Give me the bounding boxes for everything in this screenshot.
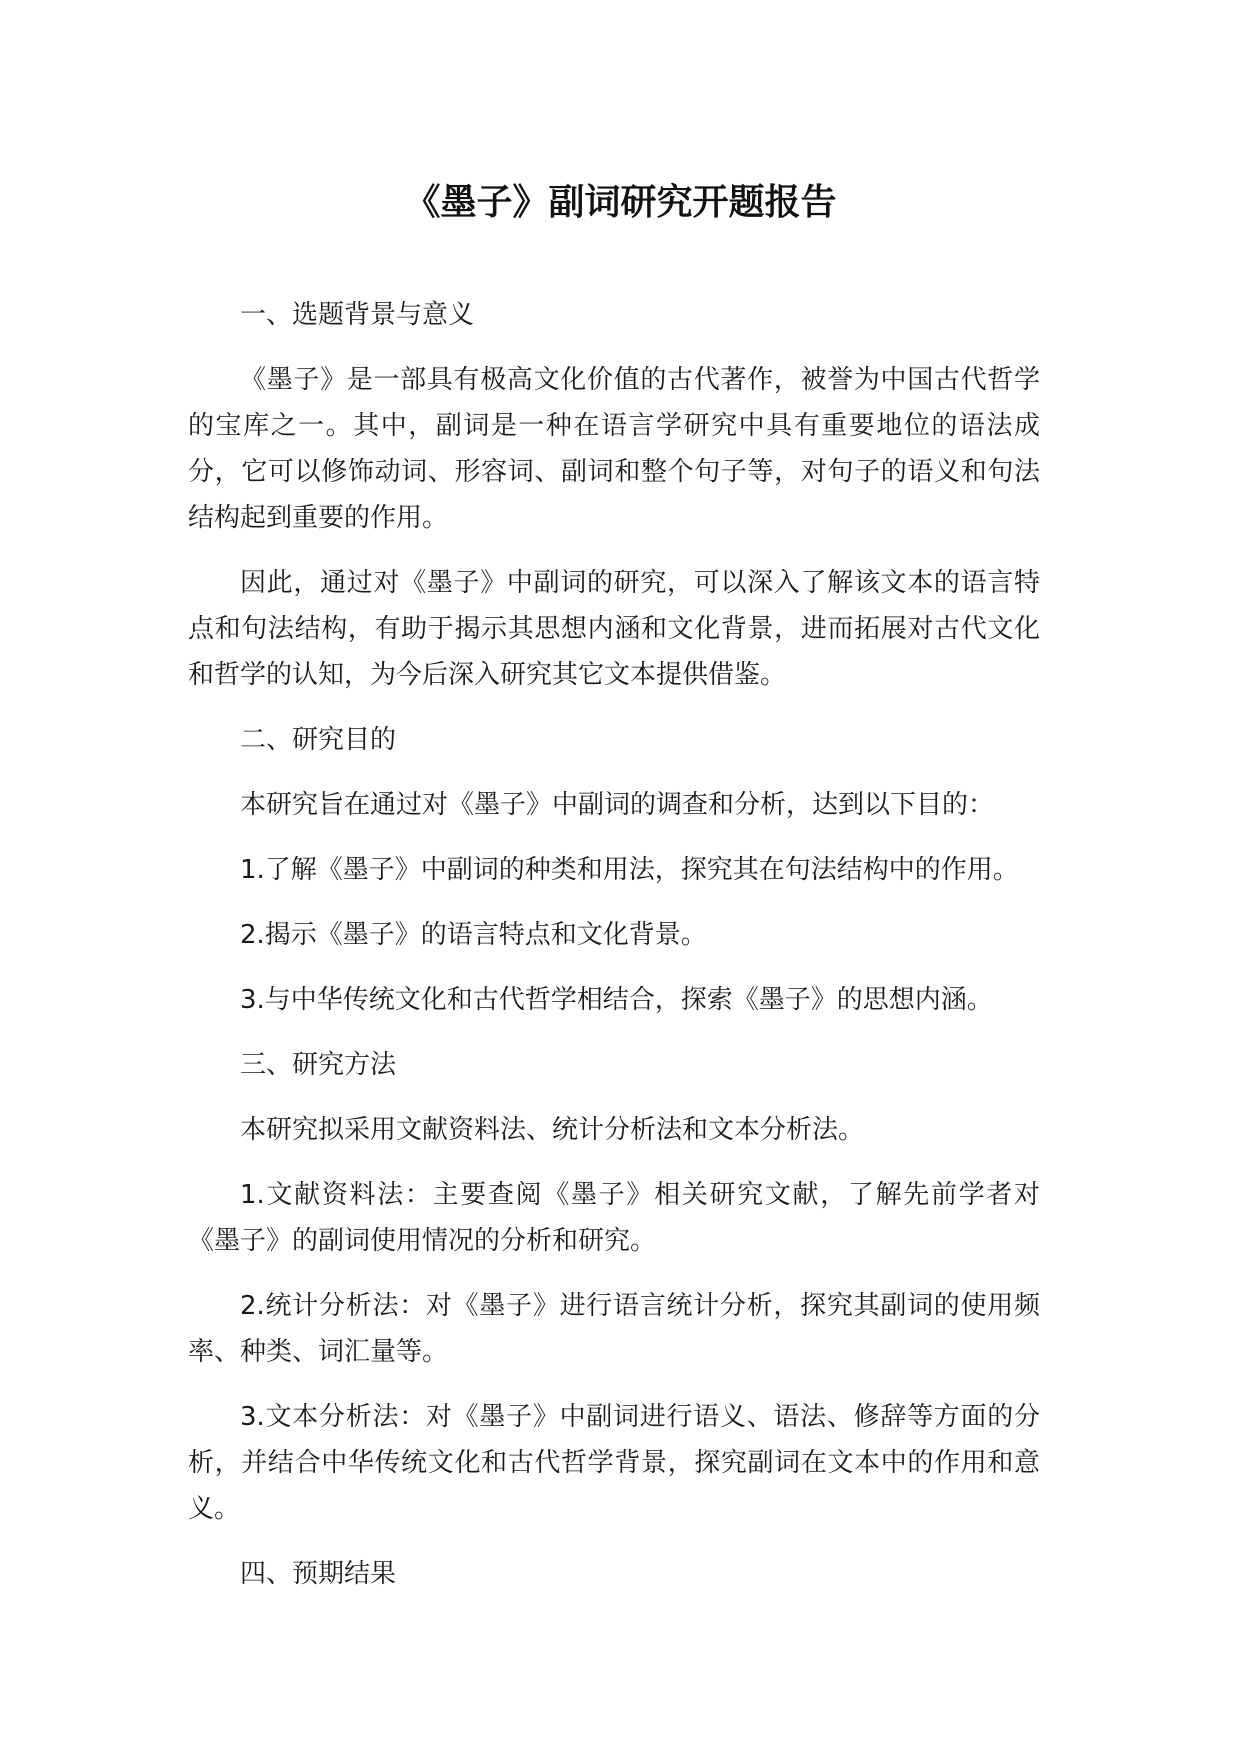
- purpose-item-2: 2.揭示《墨子》的语言特点和文化背景。: [240, 920, 707, 950]
- document-title: 《墨子》副词研究开题报告: [404, 182, 837, 223]
- document-body: [188, 292, 1040, 1616]
- section-heading-purpose: 二、研究目的: [240, 725, 397, 755]
- method-item-2: 2.统计分析法：对《墨子》进行语言统计分析，探究其副词的使用频率、种类、词汇量等。: [188, 1291, 1040, 1367]
- section-heading-background: 一、选题背景与意义: [240, 300, 475, 330]
- section-heading-methods: 三、研究方法: [240, 1050, 397, 1080]
- paragraph-intro: 《墨子》是一部具有极高文化价值的古代著作，被誉为中国古代哲学的宝库之一。其中，副词是一种在语言学研究中具有重要地位的语法成分，它可以修饰动词、形容词、副词和整个句子等，对句子的语义和句法结构起到重要的作用。: [188, 365, 1040, 533]
- method-item-3: 3.文本分析法：对《墨子》中副词进行语义、语法、修辞等方面的分析，并结合中华传统文化和古代哲学背景，探究副词在文本中的作用和意义。: [188, 1402, 1040, 1524]
- paragraph-methods-intro: 本研究拟采用文献资料法、统计分析法和文本分析法。: [240, 1115, 865, 1145]
- method-item-1: 1.文献资料法：主要查阅《墨子》相关研究文献，了解先前学者对《墨子》的副词使用情况的分析和研究。: [188, 1180, 1040, 1256]
- paragraph-purpose-intro: 本研究旨在通过对《墨子》中副词的调查和分析，达到以下目的：: [240, 790, 995, 820]
- paragraph-significance: 因此，通过对《墨子》中副词的研究，可以深入了解该文本的语言特点和句法结构，有助于揭示其思想内涵和文化背景，进而拓展对古代文化和哲学的认知，为今后深入研究其它文本提供借鉴。: [188, 568, 1040, 690]
- purpose-item-3: 3.与中华传统文化和古代哲学相结合，探索《墨子》的思想内涵。: [240, 985, 993, 1015]
- section-heading-expected-results: 四、预期结果: [240, 1559, 397, 1589]
- purpose-item-1: 1.了解《墨子》中副词的种类和用法，探究其在句法结构中的作用。: [240, 855, 1019, 885]
